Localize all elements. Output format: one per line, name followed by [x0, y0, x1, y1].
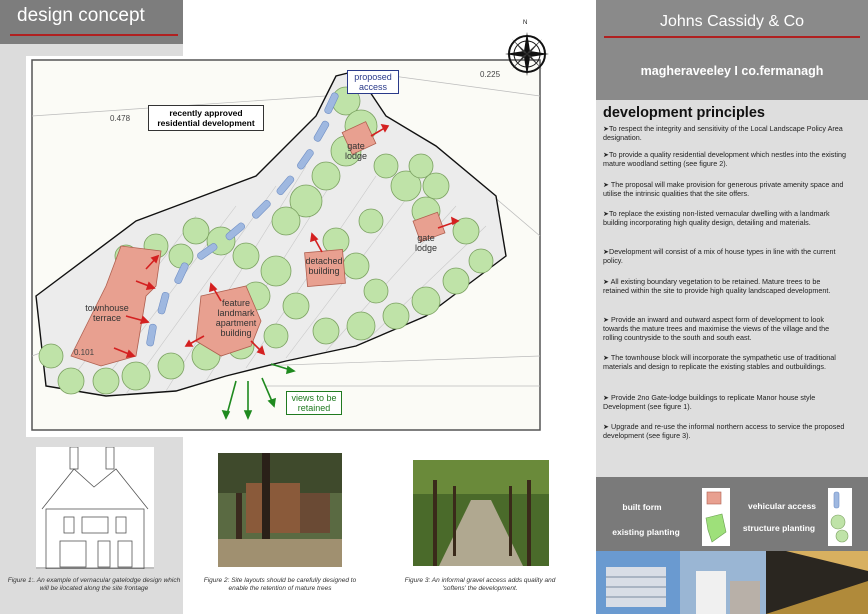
legend-structure-planting: structure planting [742, 523, 816, 533]
compass-icon [501, 24, 553, 78]
company-name: Johns Cassidy & Co [659, 13, 805, 30]
gate-lodge-label-2: gate lodge [414, 233, 438, 253]
title-box [0, 0, 183, 44]
site-plan-sheet [26, 20, 546, 437]
site-plan-map [26, 56, 546, 437]
detached-building-label: detached building [305, 256, 343, 276]
principle-item: ➤ Provide 2no Gate-lodge buildings to replicate Manor house style Development (see figure 1). [603, 393, 816, 411]
plot-number-0478: 0.478 [110, 114, 131, 123]
principle-item: ➤ Upgrade and re-use the informal northern access to service the proposed development (see figure 3). [603, 422, 845, 440]
feature-apartment-label: feature landmark apartment building [215, 298, 257, 338]
page-title: design concept [17, 5, 145, 26]
principle-item: ➤To replace the existing non-listed vernacular dwelling with a landmark building incorporating high quality design, detailing and materials. [603, 209, 830, 227]
legend-access-swatch [828, 488, 852, 546]
architecture-photo-strip [596, 551, 868, 614]
figure-3-caption: Figure 3: An informal gravel access adds quality and 'softens' the development. [404, 577, 556, 592]
plot-number-0101: 0.101 [74, 348, 95, 357]
principle-item: ➤ All existing boundary vegetation to be retained. Mature trees to be retained within the site to provide high quality landscaped development. [603, 277, 831, 295]
legend-vehicular-access: vehicular access [747, 501, 817, 511]
principle-item: ➤ The townhouse block will incorporate the sympathetic use of traditional materials and design to replicate the existing stables and outbuildings. [603, 353, 836, 371]
figure-2-caption: Figure 2: Site layouts should be carefully designed to enable the retention of mature trees [203, 577, 357, 592]
figure-2-mature-trees-photo [218, 453, 342, 567]
company-underline [604, 36, 860, 38]
plot-number-0225: 0.225 [480, 70, 501, 79]
views-retained-label: views to be retained [286, 391, 342, 415]
principle-item: ➤To respect the integrity and sensitivity of the Local Landscape Policy Area designation. [603, 124, 843, 142]
figure-3-gravel-access-photo [413, 460, 549, 566]
townhouse-terrace-label: townhouse terrace [85, 303, 129, 323]
proposed-access-label: proposed access [347, 70, 399, 94]
principle-item: ➤To provide a quality residential development which nestles into the existing mature woodland setting (see figure 2). [603, 150, 846, 168]
principle-item: ➤ Provide an inward and outward aspect form of development to look towards the mature trees and maximise the views of the village and the rolling countryside to the south and south east. [603, 315, 830, 342]
principle-item: ➤Development will consist of a mix of house types in line with the current policy. [603, 247, 836, 265]
legend-built-form: built form [622, 502, 662, 512]
compass-north-label: N [523, 20, 528, 26]
site-location: magheraveeley I co.fermanagh [640, 64, 824, 78]
figure-1-caption: Figure 1:. An example of vernacular gatelodge design which will be ilocated along the site frontage [7, 577, 181, 592]
title-underline [10, 34, 178, 36]
development-principles-title: development principles [603, 105, 765, 121]
figure-1-gatelodge-drawing [36, 447, 154, 569]
gate-lodge-label-1: gate lodge [344, 141, 368, 161]
legend-built-form-swatch [702, 488, 730, 546]
principle-item: ➤ The proposal will make provision for generous private amenity space and utilise the intrinsic qualities that the site offers. [603, 180, 844, 198]
recently-approved-label: recently approved residential development [148, 105, 264, 131]
legend-existing-planting: existing planting [612, 527, 680, 537]
